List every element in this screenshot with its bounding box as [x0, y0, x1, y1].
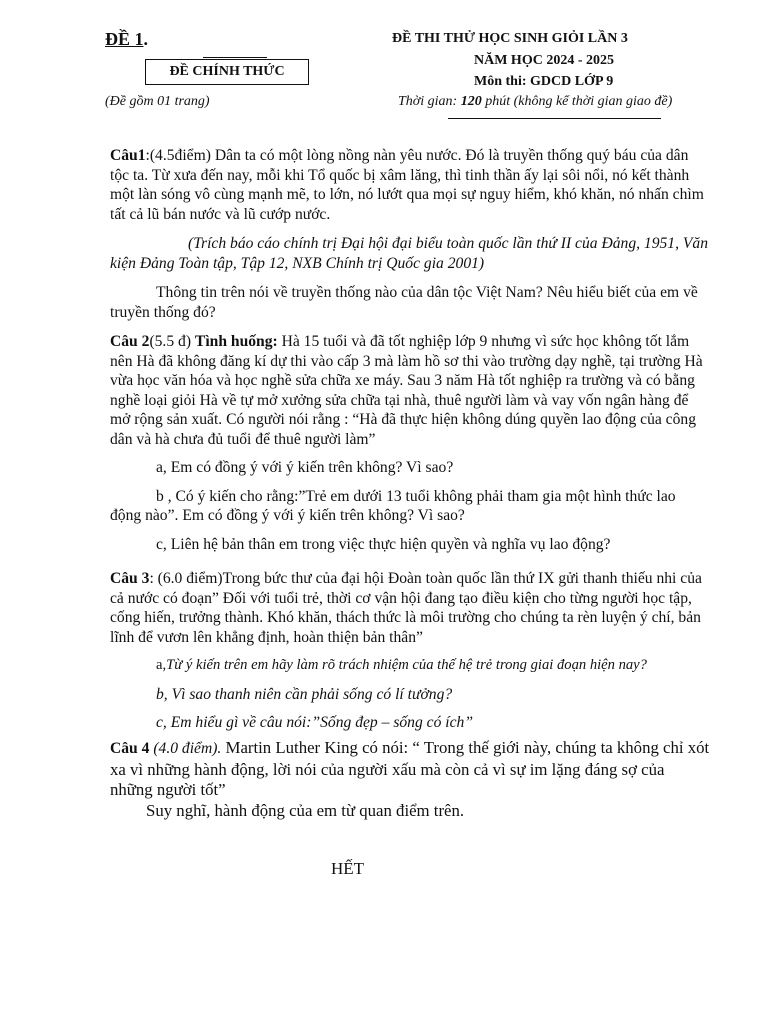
question-2-part-a: a, Em có đồng ý với ý kiến trên không? Vì sao? — [156, 459, 454, 476]
question-3-part-a — [110, 656, 710, 676]
time-suffix: phút (không kể thời gian giao đề) — [481, 94, 673, 109]
question-1-passage — [110, 146, 710, 224]
question-1-prompt: Thông tin trên nói về truyền thống nào của dân tộc Việt Nam? Nêu hiểu biết của em về truyền thống đó? — [110, 284, 698, 321]
end-marker: HẾT — [331, 859, 365, 878]
official-top-rule — [203, 57, 267, 58]
question-3-part-b: b, Vì sao thanh niên cần phải sống có lí tưởng? — [156, 685, 453, 703]
question-2-part-b: b , Có ý kiến cho rằng:”Trẻ em dưới 13 tuổi không phải tham gia một hình thức lao động nào”. Em có đồng ý với ý kiến trên không? Vì sao? — [110, 487, 676, 524]
question-1-label: Câu1 — [110, 147, 146, 164]
question-3-label: Câu 3 — [110, 570, 150, 587]
question-3-text: : (6.0 điểm)Trong bức thư của đại hội Đoàn toàn quốc lần thứ IX gửi thanh thiếu nhi của cả nước có đoạn” Đối với tuổi trẻ, thời cơ vận hội đang tạo điều kiện cho từng người học tập, cống hiến, trưởng thành. Khó khăn, thách thức là môi trường cho chúng ta rèn luyện ý chí, bản lĩnh để vươn lên khẳng định, hoàn thiện bản thân” — [110, 570, 702, 646]
exam-code-number: ĐỀ 1 — [105, 29, 144, 49]
question-2-part-c: c, Liên hệ bản thân em trong việc thực hiện quyền và nghĩa vụ lao động? — [156, 535, 611, 553]
question-2-situation-label: Tình huống: — [194, 333, 278, 350]
question-3-part-c: c, Em hiểu gì về câu nói:”Sống đẹp – sống có ích” — [156, 714, 474, 731]
time-prefix: Thời gian: — [398, 94, 461, 109]
exam-code — [105, 29, 148, 50]
time-underline — [448, 118, 661, 119]
school-year: NĂM HỌC 2024 - 2025 — [474, 53, 614, 68]
exam-title: ĐỀ THI THỬ HỌC SINH GIỎI LẦN 3 — [392, 31, 628, 46]
pages-note: (Đề gồm 01 trang) — [105, 94, 210, 109]
question-1-text: Dân ta có một lòng nồng nàn yêu nước. Đó là truyền thống quý báu của dân tộc ta. Từ xưa đến nay, mỗi khi Tổ quốc bị xâm lăng, thì tinh thần ấy lại sôi nổi, nó kết thành một làn sóng vô cùng mạnh mẽ, to lớn, nó lướt qua mọi sự nguy hiểm, khó khăn, nó nhấn chìm tất cả lũ bán nước và lũ cướp nước. — [110, 147, 704, 223]
question-4-task: Suy nghĩ, hành động của em từ quan điểm trên. — [146, 800, 465, 820]
question-3 — [110, 569, 710, 733]
question-1-source: (Trích báo cáo chính trị Đại hội đại biểu toàn quốc lần thứ II của Đảng, 1951, Văn kiện Đảng Toàn tập, Tập 12, NXB Chính trị Quốc gia 2001) — [110, 235, 709, 272]
question-2-label: Câu 2 — [110, 333, 150, 350]
question-3-passage — [110, 569, 710, 647]
question-4-text: Martin Luther King có nói: “ Trong thế giới này, chúng ta không chỉ xót xa vì những hành động, lời nói của người xấu mà còn cả vì sự im lặng đáng sợ của những người tốt” — [110, 738, 710, 799]
exam-time — [398, 94, 672, 110]
question-4-passage — [110, 738, 710, 801]
question-2-points: (5.5 đ) — [149, 333, 195, 350]
time-value: 120 — [460, 94, 482, 109]
question-4-points: (4.0 điểm). — [149, 740, 222, 757]
question-2 — [110, 332, 710, 554]
question-4-label: Câu 4 — [110, 740, 150, 757]
question-1 — [110, 146, 710, 322]
question-1-points: :(4.5điểm) — [145, 147, 211, 164]
question-2-text: Hà 15 tuổi và đã tốt nghiệp lớp 9 nhưng vì sức học không tốt lắm nên Hà đã không đăng kí dự thi vào cấp 3 mà làm hồ sơ thi vào trường dạy nghề, tại trường Hà vừa học văn hóa và học nghề sửa chữa xe máy. Sau 3 năm Hà tốt nghiệp ra trường và có bằng nghề loại giỏi Hà về tự mở xưởng sửa chữa tại nhà, thuê người làm và vay vốn ngân hàng để mở rộng sản xuất. Có người nói rằng : “Hà đã thực hiện không dúng quyền lao động của công dân và hà chưa đủ tuổi để thuê người làm” — [110, 333, 703, 448]
question-2-passage — [110, 332, 710, 449]
official-stamp-box: ĐỀ CHÍNH THỨC — [145, 59, 309, 85]
question-3-part-a-text: Từ ý kiến trên em hãy làm rõ trách nhiệm của thế hệ trẻ trong giai đoạn hiện nay? — [166, 657, 647, 673]
question-4 — [110, 738, 710, 821]
question-3-part-a-prefix: a, — [156, 657, 167, 673]
exam-subject: Môn thi: GDCD LỚP 9 — [474, 74, 614, 89]
exam-code-dot: . — [143, 29, 149, 49]
